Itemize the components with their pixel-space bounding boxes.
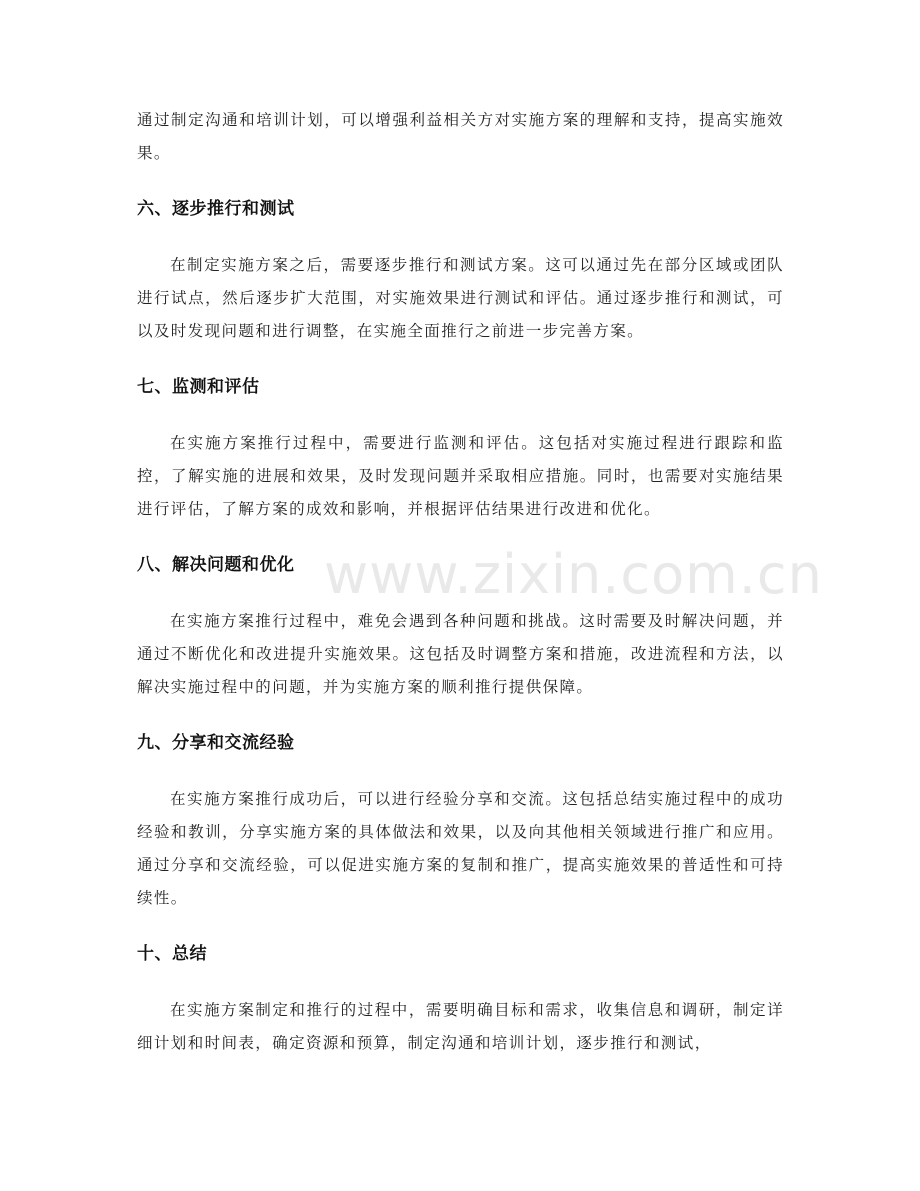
section-heading-8: 八、解决问题和优化	[137, 555, 295, 575]
document-body	[137, 104, 784, 1060]
paragraph-section-6: 在制定实施方案之后，需要逐步推行和测试方案。这可以通过先在部分区域或团队进行试点，然后逐步扩大范围，对实施效果进行测试和评估。通过逐步推行和测试，可以及时发现问题和进行调整，在实施全面推行之前进一步完善方案。	[137, 256, 784, 340]
paragraph-section-9: 在实施方案推行成功后，可以进行经验分享和交流。这包括总结实施过程中的成功经验和教训，分享实施方案的具体做法和效果，以及向其他相关领域进行推广和应用。通过分享和交流经验，可以促进实施方案的复制和推广，提高实施效果的普适性和可持续性。	[137, 790, 784, 907]
section-heading-7: 七、监测和评估	[137, 377, 260, 397]
section-heading-9: 九、分享和交流经验	[137, 733, 295, 753]
paragraph-section-10: 在实施方案制定和推行的过程中，需要明确目标和需求，收集信息和调研，制定详细计划和时间表，确定资源和预算，制定沟通和培训计划，逐步推行和测试，	[137, 1001, 784, 1052]
paragraph-section-7: 在实施方案推行过程中，需要进行监测和评估。这包括对实施过程进行跟踪和监控，了解实施的进展和效果，及时发现问题并采取相应措施。同时，也需要对实施结果进行评估，了解方案的成效和影响，并根据评估结果进行改进和优化。	[137, 434, 784, 518]
paragraph-section-8: 在实施方案推行过程中，难免会遇到各种问题和挑战。这时需要及时解决问题，并通过不断优化和改进提升实施效果。这包括及时调整方案和措施，改进流程和方法，以解决实施过程中的问题，并为实施方案的顺利推行提供保障。	[137, 612, 784, 696]
paragraph-0: 通过制定沟通和培训计划，可以增强利益相关方对实施方案的理解和支持，提高实施效果。	[137, 111, 784, 162]
section-heading-6: 六、逐步推行和测试	[137, 199, 295, 219]
watermark: www.zixin.com.cn	[324, 543, 823, 606]
section-heading-10: 十、总结	[137, 944, 207, 964]
